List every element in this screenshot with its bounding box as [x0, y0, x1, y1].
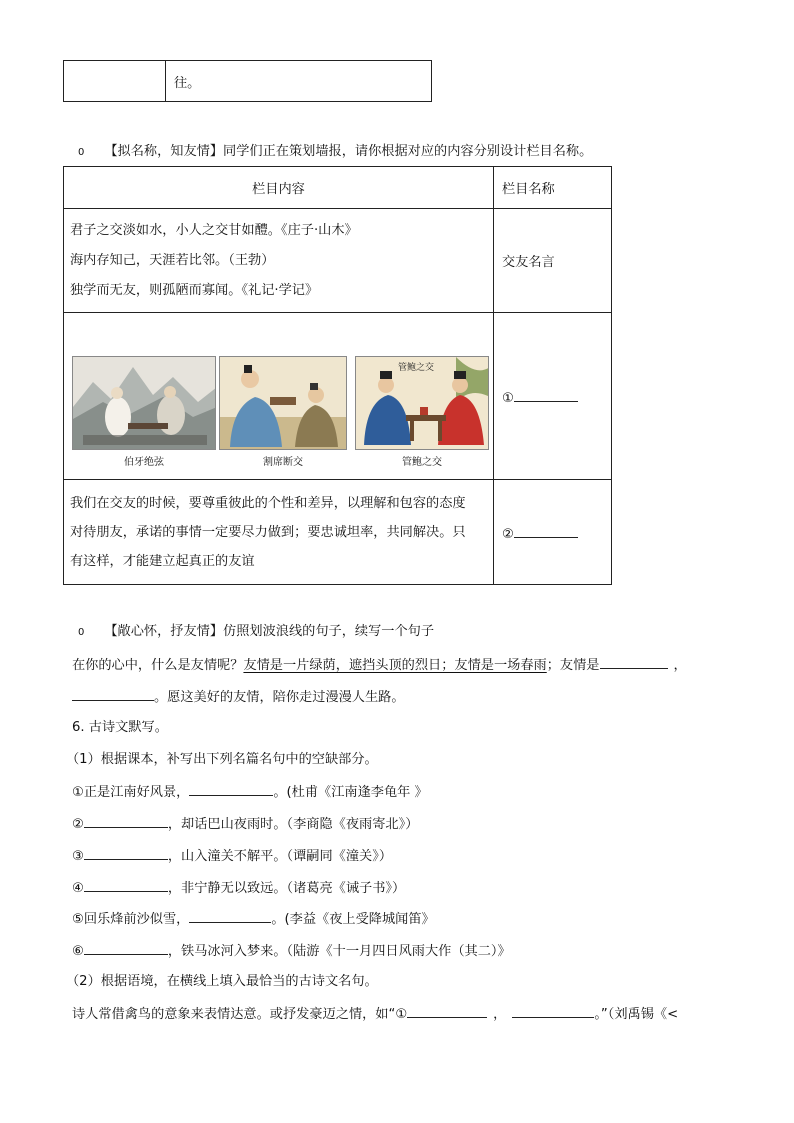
q6-last-mid: ， [493, 1007, 507, 1022]
q6-last-line [72, 1003, 678, 1025]
row2-name-cell [494, 313, 612, 480]
row2-blank-label: ① [502, 390, 514, 406]
guanbao-inner-title: 管鲍之交 [398, 363, 435, 373]
image-gexi [219, 356, 347, 468]
q6-item-5-before: ⑤回乐烽前沙似雪， [72, 912, 190, 927]
image-boya [72, 356, 216, 468]
boya-illustration [73, 357, 216, 449]
q6-item-2-before: ② [72, 817, 84, 832]
q6-item-4-blank[interactable] [84, 877, 168, 892]
image-gexi-picture [219, 356, 347, 450]
q6-last-blank-1[interactable] [407, 1003, 487, 1018]
top-table-right-cell [166, 61, 432, 102]
q6-item-4 [72, 877, 405, 899]
caption-guanbao: 管鲍之交 [402, 457, 442, 468]
continue-line-2 [72, 686, 405, 708]
row3-answer-blank[interactable] [514, 523, 578, 538]
q6-item-2-after: ，却话巴山夜雨时。（李商隐《夜雨寄北》） [167, 817, 419, 832]
continue-line1-end: ， [673, 658, 687, 673]
header-content: 栏目内容 [252, 182, 305, 197]
q6-last-end: 。”（刘禹锡《< [594, 1007, 679, 1022]
q6-item-6-blank[interactable] [84, 940, 168, 955]
header-name-cell [494, 167, 612, 209]
q6-part2: （2）根据语境，在横线上填入最恰当的古诗文名句。 [66, 974, 378, 989]
row3-name-cell [494, 480, 612, 585]
gexi-illustration [220, 357, 347, 449]
q6-title: 6. 古诗文默写。 [72, 720, 168, 735]
q6-item-5-blank[interactable] [189, 908, 271, 923]
row1-name: 交友名言 [502, 255, 555, 270]
naming-question [78, 142, 592, 163]
q6-item-1 [72, 781, 428, 803]
continue-text: 【敞心怀，抒友情】仿照划波浪线的句子，续写一个句子 [104, 624, 435, 639]
top-table [63, 60, 432, 102]
q6-item-2-blank[interactable] [84, 813, 168, 828]
continue-marker: 0 [78, 627, 85, 638]
q6-item-3-after: ，山入潼关不解平。（谭嗣同《潼关》） [167, 849, 393, 864]
continue-blank-2[interactable] [72, 686, 154, 701]
row3-line-1: 我们在交友的时候，要尊重彼此的个性和差异，以理解和包容的态度 [70, 495, 466, 511]
row1-line-3: 独学而无友，则孤陋而寡闻。《礼记·学记》 [70, 282, 319, 298]
q6-item-6-before: ⑥ [72, 944, 84, 959]
q6-item-3-before: ③ [72, 849, 84, 864]
q6-item-1-after: 。(杜甫《江南逢李龟年 》 [273, 785, 428, 800]
row1-line-1: 君子之交淡如水，小人之交甘如醴。《庄子·山木》 [70, 222, 358, 238]
continue-wavy-sentence: 友情是一片绿荫，遮挡头顶的烈日；友情是一场春雨 [243, 658, 547, 673]
continue-line-1 [72, 654, 687, 676]
q6-item-6-after: ，铁马冰河入梦来。（陆游《十一月四日风雨大作（其二）》 [167, 944, 511, 959]
image-guanbao-picture [355, 356, 489, 450]
q6-item-3 [72, 845, 392, 867]
row3-line-3: 有这样，才能建立起真正的友谊 [70, 553, 255, 569]
q6-item-6 [72, 940, 511, 962]
q6-item-2 [72, 813, 418, 835]
q6-last-blank-2[interactable] [512, 1003, 594, 1018]
row3-content [64, 480, 494, 585]
q6-last-prefix: 诗人常借禽鸟的意象来表情达意。或抒发豪迈之情，如“① [72, 1007, 408, 1022]
continue-question [78, 622, 434, 643]
row1-name-cell [494, 209, 612, 313]
continue-blank-1[interactable] [600, 654, 668, 669]
row1-line-2: 海内存知己，天涯若比邻。（王勃） [70, 252, 275, 268]
q6-item-5-after: 。(李益《夜上受降城闻笛》 [271, 912, 435, 927]
q6-item-4-before: ④ [72, 881, 84, 896]
q6-item-5 [72, 908, 435, 930]
caption-boya: 伯牙绝弦 [124, 457, 164, 468]
row1-content [64, 209, 494, 313]
q6-item-3-blank[interactable] [84, 845, 168, 860]
row3-line-2: 对待朋友，承诺的事情一定要尽力做到；要忠诚坦率，共同解决。只 [70, 524, 466, 540]
continue-mid: ；友情是 [546, 658, 600, 673]
image-boya-picture [72, 356, 216, 450]
caption-gexi: 割席断交 [263, 457, 303, 468]
continue-line2-end: 。愿这美好的友情，陪你走过漫漫人生路。 [154, 690, 405, 705]
row2-answer-blank[interactable] [514, 387, 578, 402]
naming-marker: 0 [78, 147, 85, 158]
row3-blank-label: ② [502, 526, 514, 542]
q6-item-1-before: ①正是江南好风景， [72, 785, 190, 800]
image-guanbao [355, 356, 489, 468]
naming-text: 【拟名称，知友情】同学们正在策划墙报，请你根据对应的内容分别设计栏目名称。 [104, 144, 593, 159]
q6-item-1-blank[interactable] [189, 781, 273, 796]
q6-part1: （1）根据课本，补写出下列名篇名句中的空缺部分。 [66, 752, 378, 767]
header-content-cell [64, 167, 494, 209]
continue-prefix: 在你的心中，什么是友情呢？ [72, 658, 244, 673]
q6-item-4-after: ，非宁静无以致远。（诸葛亮《诫子书》） [167, 881, 406, 896]
header-name: 栏目名称 [502, 182, 555, 197]
top-table-text: 往。 [174, 75, 201, 91]
top-table-left-cell [64, 61, 166, 102]
